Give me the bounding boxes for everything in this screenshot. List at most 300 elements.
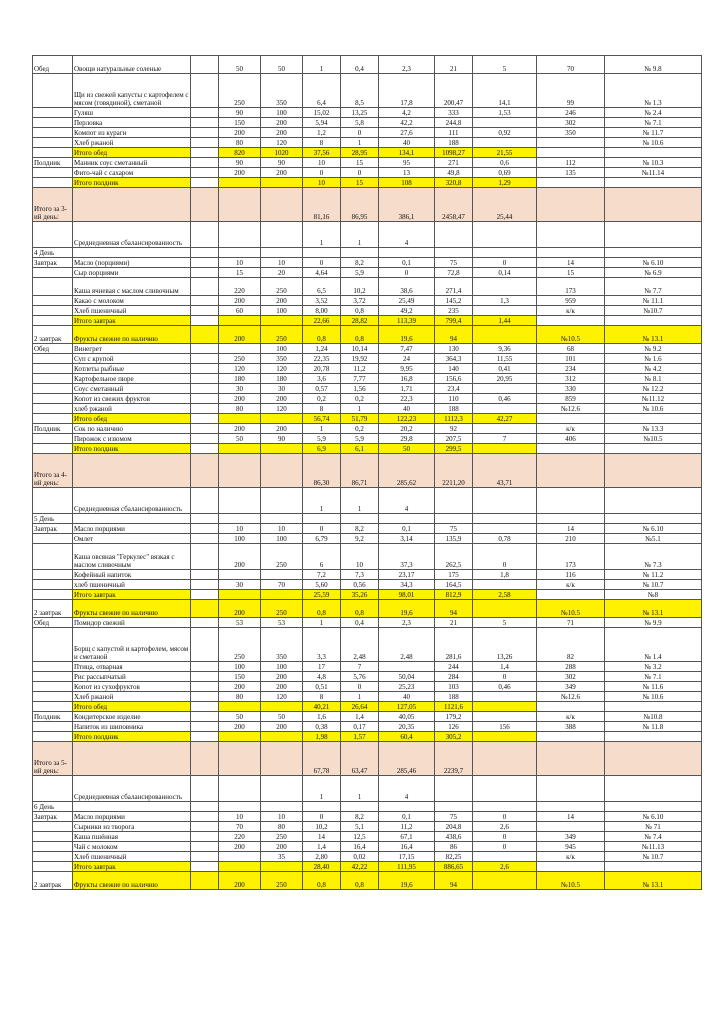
value-cell: 0 bbox=[473, 544, 537, 570]
value-cell: 10 bbox=[261, 812, 303, 822]
value-cell: 110 bbox=[435, 394, 473, 404]
meal-cell bbox=[33, 108, 73, 118]
table-row bbox=[33, 128, 702, 138]
value-cell: 10,14 bbox=[341, 344, 379, 354]
meal-cell bbox=[33, 434, 73, 444]
value-cell: 8 bbox=[303, 138, 341, 148]
spacer-cell bbox=[191, 364, 219, 374]
value-cell: 1 bbox=[303, 618, 341, 628]
value-cell: № 4.2 bbox=[605, 364, 702, 374]
value-cell bbox=[219, 454, 261, 488]
value-cell: 8,2 bbox=[341, 812, 379, 822]
meal-cell: 2 завтрак bbox=[33, 872, 73, 890]
table-row bbox=[33, 344, 702, 354]
meal-cell: Итого за 5-ий день: bbox=[33, 742, 73, 776]
dish-cell: Картофельное пюре bbox=[73, 374, 191, 384]
value-cell: № 6.9 bbox=[605, 268, 702, 278]
value-cell: 200 bbox=[219, 544, 261, 570]
spacer-cell bbox=[191, 618, 219, 628]
value-cell bbox=[303, 802, 341, 812]
value-cell: №10.7 bbox=[605, 306, 702, 316]
value-cell bbox=[219, 248, 261, 258]
value-cell: 250 bbox=[219, 74, 261, 108]
value-cell: 16,8 bbox=[379, 374, 435, 384]
value-cell: № 11.1 bbox=[605, 296, 702, 306]
dish-cell: Фрукты свежие по наличию bbox=[73, 326, 191, 344]
dish-cell: Гуляш bbox=[73, 108, 191, 118]
value-cell: №10.5 bbox=[605, 434, 702, 444]
value-cell: 3,72 bbox=[341, 296, 379, 306]
value-cell: № 3.2 bbox=[605, 662, 702, 672]
value-cell: к/к bbox=[537, 306, 605, 316]
value-cell: 0,1 bbox=[379, 812, 435, 822]
value-cell: 42,22 bbox=[341, 862, 379, 872]
value-cell: № 9.9 bbox=[605, 618, 702, 628]
table-row bbox=[33, 732, 702, 742]
value-cell: 22,66 bbox=[303, 316, 341, 326]
value-cell bbox=[219, 178, 261, 188]
table-row bbox=[33, 712, 702, 722]
value-cell: 75 bbox=[435, 812, 473, 822]
value-cell: 8 bbox=[303, 404, 341, 414]
table-row bbox=[33, 544, 702, 570]
spacer-cell bbox=[191, 296, 219, 306]
dish-cell: Масло порциями bbox=[73, 812, 191, 822]
value-cell: 50,04 bbox=[379, 672, 435, 682]
table-row bbox=[33, 326, 702, 344]
value-cell: 37,56 bbox=[303, 148, 341, 158]
meal-cell bbox=[33, 732, 73, 742]
meal-cell bbox=[33, 316, 73, 326]
value-cell: 12,5 bbox=[341, 832, 379, 842]
value-cell: 116 bbox=[537, 570, 605, 580]
dish-cell: Масло (порциями) bbox=[73, 258, 191, 268]
value-cell bbox=[605, 316, 702, 326]
value-cell: 101 bbox=[537, 354, 605, 364]
meal-cell bbox=[33, 374, 73, 384]
value-cell: 130 bbox=[435, 344, 473, 354]
value-cell: 19,6 bbox=[379, 326, 435, 344]
value-cell: 98,01 bbox=[379, 590, 435, 600]
value-cell: 200 bbox=[219, 394, 261, 404]
value-cell: 200 bbox=[219, 842, 261, 852]
dish-cell: Итого обед bbox=[73, 702, 191, 712]
value-cell: 188 bbox=[435, 692, 473, 702]
value-cell: № 11.6 bbox=[605, 682, 702, 692]
value-cell: 285,46 bbox=[379, 742, 435, 776]
dish-cell: Копот из сухофруктов bbox=[73, 682, 191, 692]
spacer-cell bbox=[191, 278, 219, 296]
value-cell: 50 bbox=[219, 434, 261, 444]
value-cell bbox=[605, 702, 702, 712]
meal-cell bbox=[33, 138, 73, 148]
dish-cell: Какао с молоком bbox=[73, 296, 191, 306]
value-cell bbox=[537, 222, 605, 248]
spacer-cell bbox=[191, 682, 219, 692]
value-cell: 20 bbox=[261, 268, 303, 278]
value-cell: 40,05 bbox=[379, 712, 435, 722]
value-cell: № 7.3 bbox=[605, 544, 702, 570]
value-cell: № 11.7 bbox=[605, 128, 702, 138]
dish-cell: Напиток из шиповника bbox=[73, 722, 191, 732]
spacer-cell bbox=[191, 138, 219, 148]
value-cell bbox=[435, 802, 473, 812]
value-cell: 25,44 bbox=[473, 188, 537, 222]
value-cell: 3,14 bbox=[379, 534, 435, 544]
value-cell: 1,71 bbox=[379, 384, 435, 394]
value-cell bbox=[473, 692, 537, 702]
value-cell bbox=[605, 148, 702, 158]
meal-cell bbox=[33, 776, 73, 802]
value-cell: 200 bbox=[219, 872, 261, 890]
value-cell: 812,9 bbox=[435, 590, 473, 600]
meal-cell bbox=[33, 296, 73, 306]
value-cell: 42,2 bbox=[379, 118, 435, 128]
value-cell: 100 bbox=[219, 534, 261, 544]
value-cell bbox=[473, 776, 537, 802]
table-row bbox=[33, 742, 702, 776]
value-cell: 20,35 bbox=[379, 722, 435, 732]
spacer-cell bbox=[191, 862, 219, 872]
dish-cell: Омлет bbox=[73, 534, 191, 544]
value-cell: 406 bbox=[537, 434, 605, 444]
value-cell: 11,2 bbox=[341, 364, 379, 374]
table-row bbox=[33, 424, 702, 434]
value-cell: 173 bbox=[537, 278, 605, 296]
value-cell bbox=[435, 222, 473, 248]
value-cell bbox=[261, 178, 303, 188]
value-cell: 234 bbox=[537, 364, 605, 374]
value-cell bbox=[379, 248, 435, 258]
meal-cell bbox=[33, 148, 73, 158]
value-cell bbox=[605, 802, 702, 812]
value-cell: №10.5 bbox=[537, 872, 605, 890]
spacer-cell bbox=[191, 832, 219, 842]
value-cell bbox=[261, 862, 303, 872]
dish-cell: Итого обед bbox=[73, 414, 191, 424]
value-cell: к/к bbox=[537, 424, 605, 434]
value-cell: 349 bbox=[537, 832, 605, 842]
value-cell: 220 bbox=[219, 278, 261, 296]
value-cell: 1,3 bbox=[473, 296, 537, 306]
value-cell: 1,57 bbox=[341, 732, 379, 742]
dish-cell: Итого полдник bbox=[73, 178, 191, 188]
value-cell bbox=[219, 742, 261, 776]
value-cell: 35,26 bbox=[341, 590, 379, 600]
value-cell bbox=[473, 138, 537, 148]
value-cell: 859 bbox=[537, 394, 605, 404]
value-cell: 1 bbox=[341, 404, 379, 414]
value-cell: 250 bbox=[261, 278, 303, 296]
value-cell: 2,58 bbox=[473, 590, 537, 600]
value-cell: 173 bbox=[537, 544, 605, 570]
value-cell: 10 bbox=[303, 178, 341, 188]
value-cell: 364,3 bbox=[435, 354, 473, 364]
value-cell: 67,78 bbox=[303, 742, 341, 776]
value-cell bbox=[219, 316, 261, 326]
value-cell bbox=[261, 570, 303, 580]
value-cell: № 11.2 bbox=[605, 570, 702, 580]
value-cell: 16,4 bbox=[379, 842, 435, 852]
value-cell: 386,1 bbox=[379, 188, 435, 222]
value-cell: 200 bbox=[219, 168, 261, 178]
value-cell: 80 bbox=[219, 138, 261, 148]
spacer-cell bbox=[191, 258, 219, 268]
value-cell: 11,2 bbox=[379, 822, 435, 832]
value-cell: 49,2 bbox=[379, 306, 435, 316]
value-cell: 799,4 bbox=[435, 316, 473, 326]
value-cell: 81,16 bbox=[303, 188, 341, 222]
value-cell: 8,2 bbox=[341, 524, 379, 534]
spacer-cell bbox=[191, 128, 219, 138]
table-row bbox=[33, 682, 702, 692]
value-cell: 94 bbox=[435, 872, 473, 890]
value-cell: 2,3 bbox=[379, 618, 435, 628]
meal-cell: Обед bbox=[33, 56, 73, 74]
value-cell: 127,05 bbox=[379, 702, 435, 712]
table-row bbox=[33, 618, 702, 628]
value-cell: 1,29 bbox=[473, 178, 537, 188]
value-cell: № 1.6 bbox=[605, 354, 702, 364]
value-cell: 90 bbox=[261, 434, 303, 444]
value-cell: 22,35 bbox=[303, 354, 341, 364]
spacer-cell bbox=[191, 434, 219, 444]
value-cell: 200 bbox=[261, 296, 303, 306]
table-row bbox=[33, 306, 702, 316]
value-cell: 10,2 bbox=[341, 278, 379, 296]
table-row bbox=[33, 384, 702, 394]
dish-cell: Каша овсяная "Геркулес" вязкая с маслом сливочным bbox=[73, 544, 191, 570]
table-row bbox=[33, 364, 702, 374]
value-cell: 15 bbox=[537, 268, 605, 278]
table-row bbox=[33, 662, 702, 672]
spacer-cell bbox=[191, 394, 219, 404]
value-cell bbox=[303, 514, 341, 524]
value-cell: 49,8 bbox=[435, 168, 473, 178]
value-cell bbox=[605, 454, 702, 488]
value-cell: 75 bbox=[435, 524, 473, 534]
value-cell: 68 bbox=[537, 344, 605, 354]
value-cell: 14 bbox=[537, 812, 605, 822]
value-cell: 0 bbox=[341, 128, 379, 138]
value-cell bbox=[379, 802, 435, 812]
value-cell: 330 bbox=[537, 384, 605, 394]
spacer-cell bbox=[191, 628, 219, 662]
value-cell bbox=[219, 570, 261, 580]
dish-cell: Среднедневная сбалансированность bbox=[73, 222, 191, 248]
value-cell: 820 bbox=[219, 148, 261, 158]
spacer-cell bbox=[191, 326, 219, 344]
value-cell: 111 bbox=[435, 128, 473, 138]
value-cell bbox=[341, 514, 379, 524]
spacer-cell bbox=[191, 168, 219, 178]
value-cell: 1,2 bbox=[303, 128, 341, 138]
spacer-cell bbox=[191, 802, 219, 812]
value-cell bbox=[473, 118, 537, 128]
dish-cell: Масло порциями bbox=[73, 524, 191, 534]
table-row bbox=[33, 862, 702, 872]
value-cell: 50 bbox=[261, 56, 303, 74]
value-cell: 0 bbox=[341, 682, 379, 692]
value-cell: 40 bbox=[379, 404, 435, 414]
table-row bbox=[33, 524, 702, 534]
table-row bbox=[33, 74, 702, 108]
value-cell: 86,95 bbox=[341, 188, 379, 222]
value-cell: 113,39 bbox=[379, 316, 435, 326]
value-cell: 42,27 bbox=[473, 414, 537, 424]
value-cell: 10,2 bbox=[303, 822, 341, 832]
spacer-cell bbox=[191, 732, 219, 742]
value-cell: 156,6 bbox=[435, 374, 473, 384]
meal-cell bbox=[33, 722, 73, 732]
value-cell: 103 bbox=[435, 682, 473, 692]
value-cell: 2,3 bbox=[379, 56, 435, 74]
value-cell: 14 bbox=[537, 258, 605, 268]
spacer-cell bbox=[191, 570, 219, 580]
spacer-cell bbox=[191, 702, 219, 712]
value-cell: 1,53 bbox=[473, 108, 537, 118]
value-cell: 100 bbox=[261, 108, 303, 118]
value-cell: 19,6 bbox=[379, 600, 435, 618]
value-cell bbox=[605, 188, 702, 222]
value-cell: 19,6 bbox=[379, 872, 435, 890]
value-cell: 86,30 bbox=[303, 454, 341, 488]
meal-cell: Завтрак bbox=[33, 812, 73, 822]
table-row bbox=[33, 580, 702, 590]
dish-cell bbox=[73, 188, 191, 222]
meal-cell bbox=[33, 672, 73, 682]
value-cell: 37,3 bbox=[379, 544, 435, 570]
value-cell: 2,48 bbox=[341, 628, 379, 662]
spacer-cell bbox=[191, 316, 219, 326]
value-cell: 50 bbox=[261, 712, 303, 722]
value-cell: 299,5 bbox=[435, 444, 473, 454]
meal-cell: 5 День bbox=[33, 514, 73, 524]
spacer-cell bbox=[191, 384, 219, 394]
table-row bbox=[33, 822, 702, 832]
table-row bbox=[33, 776, 702, 802]
value-cell: 108 bbox=[379, 178, 435, 188]
table-row bbox=[33, 590, 702, 600]
value-cell bbox=[435, 514, 473, 524]
value-cell: 100 bbox=[261, 306, 303, 316]
spacer-cell bbox=[191, 344, 219, 354]
value-cell: 7,77 bbox=[341, 374, 379, 384]
dish-cell: Винегрет bbox=[73, 344, 191, 354]
value-cell: 388 bbox=[537, 722, 605, 732]
value-cell: № 13.1 bbox=[605, 326, 702, 344]
value-cell: 0 bbox=[303, 258, 341, 268]
value-cell: 0,1 bbox=[379, 258, 435, 268]
value-cell bbox=[605, 514, 702, 524]
value-cell: 135,9 bbox=[435, 534, 473, 544]
value-cell bbox=[537, 742, 605, 776]
value-cell: 40 bbox=[379, 138, 435, 148]
meal-cell: Полдник bbox=[33, 424, 73, 434]
value-cell: 13,26 bbox=[473, 628, 537, 662]
value-cell: 1,4 bbox=[303, 842, 341, 852]
spacer-cell bbox=[191, 118, 219, 128]
value-cell: 75 bbox=[435, 258, 473, 268]
table-row bbox=[33, 138, 702, 148]
value-cell: 250 bbox=[261, 544, 303, 570]
value-cell: 7,47 bbox=[379, 344, 435, 354]
value-cell: 156 bbox=[473, 722, 537, 732]
spacer-cell bbox=[191, 158, 219, 168]
value-cell bbox=[605, 222, 702, 248]
value-cell: 0 bbox=[303, 812, 341, 822]
value-cell: 0 bbox=[473, 672, 537, 682]
meal-cell bbox=[33, 354, 73, 364]
value-cell: 271 bbox=[435, 158, 473, 168]
value-cell: 17 bbox=[303, 662, 341, 672]
value-cell: 60,4 bbox=[379, 732, 435, 742]
spacer-cell bbox=[191, 414, 219, 424]
value-cell: 34,3 bbox=[379, 580, 435, 590]
value-cell bbox=[261, 776, 303, 802]
value-cell bbox=[473, 222, 537, 248]
value-cell: 94 bbox=[435, 600, 473, 618]
dish-cell: Каша пшённая bbox=[73, 832, 191, 842]
value-cell bbox=[261, 702, 303, 712]
value-cell: 0,46 bbox=[473, 682, 537, 692]
value-cell: 13,25 bbox=[341, 108, 379, 118]
value-cell: № 9.8 bbox=[605, 56, 702, 74]
value-cell bbox=[605, 862, 702, 872]
value-cell bbox=[435, 488, 473, 514]
spacer-cell bbox=[191, 148, 219, 158]
value-cell: 0,1 bbox=[379, 524, 435, 534]
value-cell: 1 bbox=[303, 776, 341, 802]
value-cell: 1 bbox=[341, 138, 379, 148]
value-cell: 5,9 bbox=[303, 434, 341, 444]
value-cell: 6 bbox=[303, 544, 341, 570]
meal-cell bbox=[33, 702, 73, 712]
meal-cell bbox=[33, 488, 73, 514]
meal-cell: 2 завтрак bbox=[33, 600, 73, 618]
value-cell: 0,8 bbox=[341, 326, 379, 344]
spacer-cell bbox=[191, 374, 219, 384]
dish-cell: Щи из свежей капусты с картофелем с мясом (говядиной), сметаной bbox=[73, 74, 191, 108]
value-cell: 5,9 bbox=[341, 268, 379, 278]
spacer-cell bbox=[191, 872, 219, 890]
value-cell: 25,49 bbox=[379, 296, 435, 306]
table-row bbox=[33, 268, 702, 278]
table-row bbox=[33, 178, 702, 188]
value-cell: 0 bbox=[473, 832, 537, 842]
value-cell: № 7.7 bbox=[605, 278, 702, 296]
value-cell bbox=[473, 326, 537, 344]
table-row bbox=[33, 148, 702, 158]
dish-cell: Помидор свежий bbox=[73, 618, 191, 628]
value-cell: 60 bbox=[219, 306, 261, 316]
value-cell bbox=[219, 488, 261, 514]
value-cell bbox=[473, 514, 537, 524]
value-cell: 2458,47 bbox=[435, 188, 473, 222]
value-cell: 0,8 bbox=[303, 326, 341, 344]
spacer-cell bbox=[191, 108, 219, 118]
value-cell bbox=[537, 802, 605, 812]
meal-cell: 4 День bbox=[33, 248, 73, 258]
dish-cell: хлеб пшеничный bbox=[73, 580, 191, 590]
dish-cell: Птица, отварная bbox=[73, 662, 191, 672]
value-cell: № 9.2 bbox=[605, 344, 702, 354]
value-cell bbox=[219, 414, 261, 424]
value-cell bbox=[473, 306, 537, 316]
table-row bbox=[33, 570, 702, 580]
value-cell: 0,17 bbox=[341, 722, 379, 732]
dish-cell: Чай с молоком bbox=[73, 842, 191, 852]
